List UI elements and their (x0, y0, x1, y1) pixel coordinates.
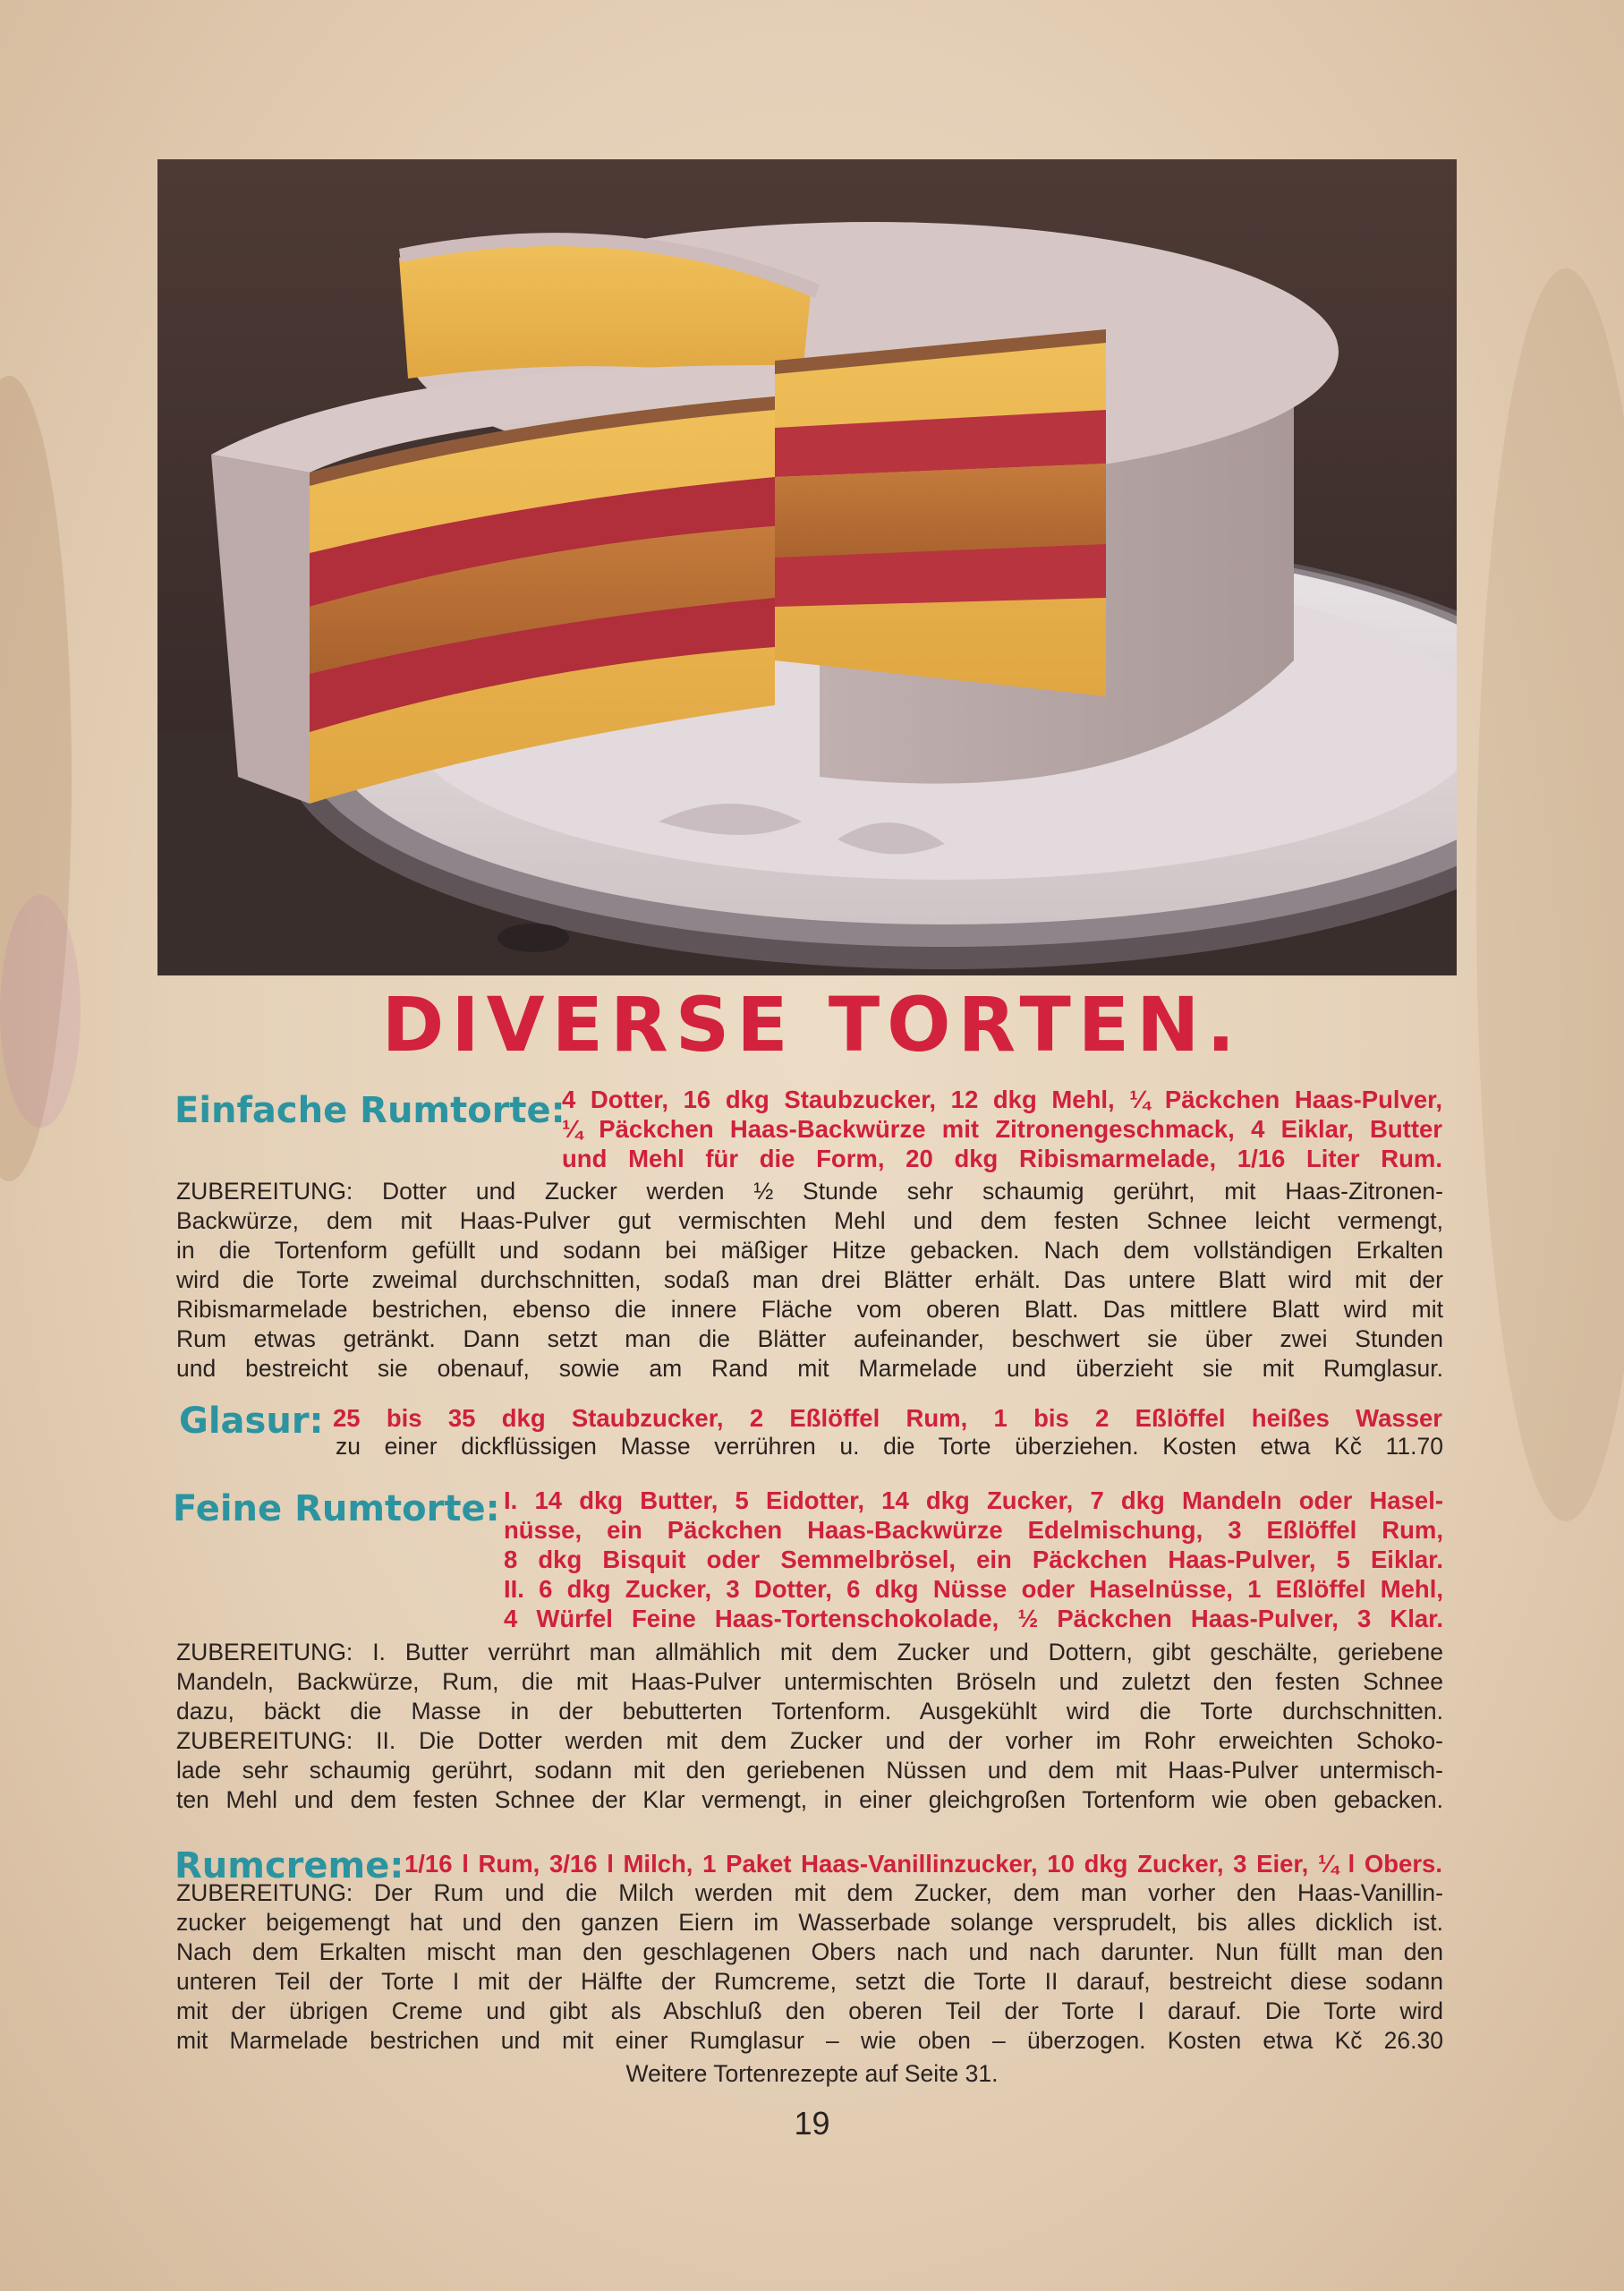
ingredient-line: nüsse, ein Päckchen Haas-Backwürze Edelmischung, 3 Eßlöffel Rum, (504, 1516, 1443, 1544)
preparation-line: Rum etwas getränkt. Dann setzt man die Blätter aufeinander, beschwert sie über zwei Stunden (176, 1325, 1443, 1352)
ingredient-line: I. 14 dkg Butter, 5 Eidotter, 14 dkg Zucker, 7 dkg Mandeln oder Hasel- (504, 1486, 1443, 1514)
ingredients-feine-rumtorte (504, 1486, 1443, 1633)
preparation-line: wird die Torte zweimal durchschnitten, sodaß man drei Blätter erhält. Das untere Blatt wird mit der (176, 1266, 1443, 1293)
preparation-line: Backwürze, dem mit Haas-Pulver gut vermischten Mehl und dem festen Schnee leicht vermengt, (176, 1207, 1443, 1234)
ingredients-einfache-rumtorte (562, 1085, 1442, 1173)
preparation-line: ZUBEREITUNG: II. Die Dotter werden mit dem Zucker und der vorher im Rohr erweichten Schoko- (176, 1727, 1443, 1754)
preparation-line: lade sehr schaumig gerührt, sodann mit den geriebenen Nüssen und dem mit Haas-Pulver untermisch- (176, 1757, 1443, 1784)
cake-illustration (157, 159, 1457, 975)
section-label-glasur: Glasur: (179, 1401, 324, 1442)
ingredient-line: 25 bis 35 dkg Staubzucker, 2 Eßlöffel Rum, 1 bis 2 Eßlöffel heißes Wasser (333, 1404, 1442, 1432)
preparation-line: zu einer dickflüssigen Masse verrühren u. die Torte überziehen. Kosten etwa Kč 11.70 (336, 1433, 1443, 1460)
cake-photo (157, 159, 1457, 975)
ingredient-line: II. 6 dkg Zucker, 3 Dotter, 6 dkg Nüsse oder Haselnüsse, 1 Eßlöffel Mehl, (504, 1575, 1443, 1603)
preparation-glasur (336, 1432, 1443, 1461)
ingredient-line: 4 Würfel Feine Haas-Tortenschokolade, ½ Päckchen Haas-Pulver, 3 Klar. (504, 1605, 1443, 1632)
preparation-line: Mandeln, Backwürze, Rum, die mit Haas-Pulver untermischten Bröseln und zuletzt den festen Schnee (176, 1668, 1443, 1695)
preparation-einfache-rumtorte (176, 1177, 1443, 1384)
preparation-line: dazu, bäckt die Masse in der bebutterten Tortenform. Ausgekühlt wird die Torte durchschnitten. (176, 1698, 1443, 1725)
preparation-line: ZUBEREITUNG: Der Rum und die Milch werden mit dem Zucker, dem man vorher den Haas-Vanillin- (176, 1879, 1443, 1906)
section-label-feine-rumtorte: Feine Rumtorte: (173, 1488, 500, 1529)
page-number: 19 (794, 2105, 830, 2142)
page-title: DIVERSE TORTEN. (381, 981, 1243, 1069)
preparation-line: zucker beigemengt hat und den ganzen Eiern im Wasserbade solange versprudelt, bis alles dicklich ist. (176, 1909, 1443, 1936)
section-label-rumcreme: Rumcreme: (174, 1845, 404, 1886)
paper-stain (1476, 268, 1624, 1521)
preparation-line: ten Mehl und dem festen Schnee der Klar vermengt, in einer gleichgroßen Tortenform wie oben gebacken. (176, 1786, 1443, 1813)
ingredient-line: und Mehl für die Form, 20 dkg Ribismarmelade, 1/16 Liter Rum. (562, 1145, 1442, 1172)
section-label-einfache-rumtorte: Einfache Rumtorte: (174, 1090, 565, 1131)
ingredients-rumcreme (404, 1849, 1442, 1878)
preparation-rumcreme (176, 1878, 1443, 2056)
ingredients-glasur (333, 1403, 1442, 1433)
ingredient-line: 4 Dotter, 16 dkg Staubzucker, 12 dkg Mehl, ¼ Päckchen Haas-Pulver, (562, 1086, 1442, 1113)
preparation-line: in die Tortenform gefüllt und sodann bei mäßiger Hitze gebacken. Nach dem vollständigen Erkalten (176, 1237, 1443, 1264)
ingredient-line: 1/16 l Rum, 3/16 l Milch, 1 Paket Haas-Vanillinzucker, 10 dkg Zucker, 3 Eier, ¼ l Obers. (404, 1850, 1442, 1878)
preparation-line: ZUBEREITUNG: I. Butter verrührt man allmählich mit dem Zucker und Dottern, gibt geschälte, geriebene (176, 1639, 1443, 1665)
preparation-line: Ribismarmelade bestrichen, ebenso die innere Fläche vom oberen Blatt. Das mittlere Blatt wird mit (176, 1296, 1443, 1323)
ingredient-line: 8 dkg Bisquit oder Semmelbrösel, ein Päckchen Haas-Pulver, 5 Eiklar. (504, 1546, 1443, 1573)
preparation-line: mit der übrigen Creme und gibt als Abschluß den oberen Teil der Torte I darauf. Die Torte wird (176, 1997, 1443, 2024)
preparation-line: mit Marmelade bestrichen und mit einer Rumglasur – wie oben – überzogen. Kosten etwa Kč 26.30 (176, 2027, 1443, 2054)
preparation-line: ZUBEREITUNG: Dotter und Zucker werden ½ Stunde sehr schaumig gerührt, mit Haas-Zitronen- (176, 1178, 1443, 1205)
footer-note: Weitere Tortenrezepte auf Seite 31. (625, 2060, 999, 2087)
preparation-line: Nach dem Erkalten mischt man den geschlagenen Obers nach und nach darunter. Nun füllt man den (176, 1938, 1443, 1965)
ingredient-line: ¼ Päckchen Haas-Backwürze mit Zitronengeschmack, 4 Eiklar, Butter (562, 1115, 1442, 1143)
preparation-line: und bestreicht sie obenauf, sowie am Rand mit Marmelade und überzieht sie mit Rumglasur. (176, 1355, 1443, 1382)
preparation-feine-rumtorte (176, 1638, 1443, 1815)
preparation-line: unteren Teil der Torte I mit der Hälfte der Rumcreme, setzt die Torte II darauf, bestreicht diese sodann (176, 1968, 1443, 1995)
